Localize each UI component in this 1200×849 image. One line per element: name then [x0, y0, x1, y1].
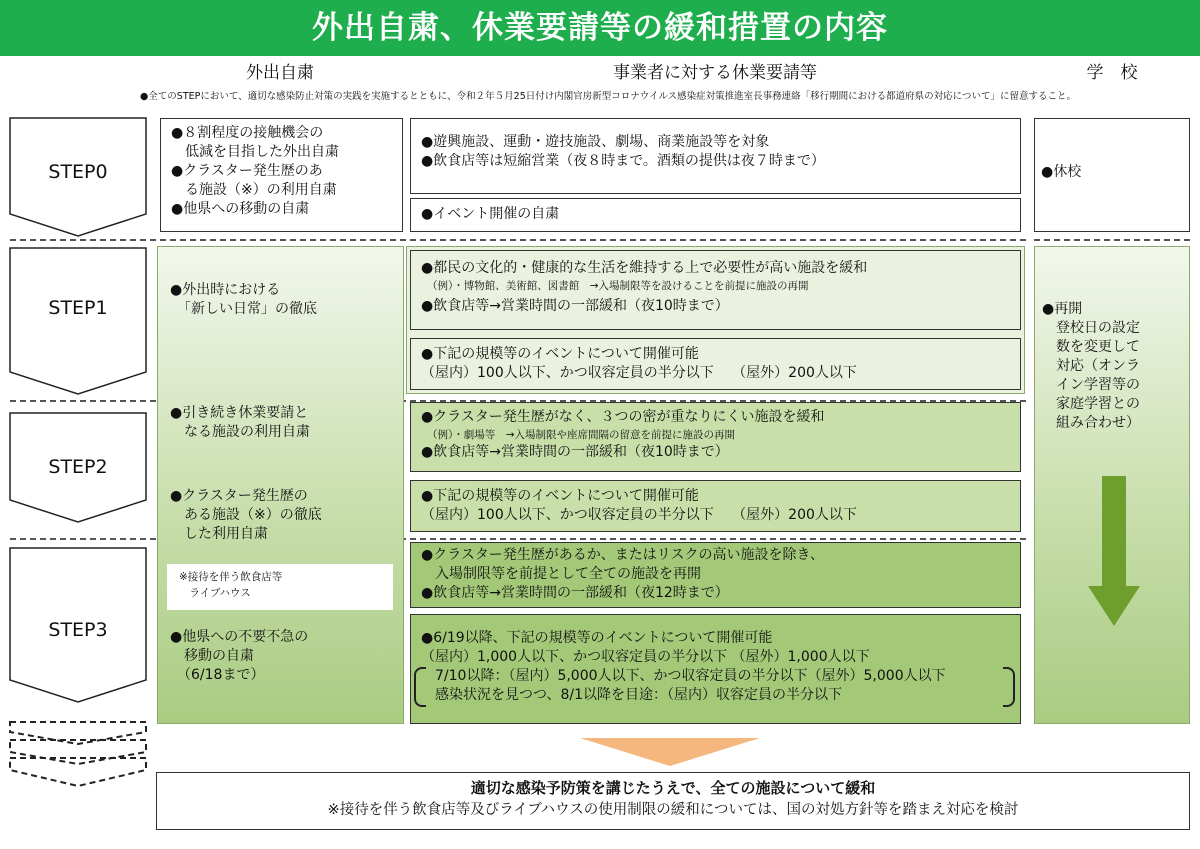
step2-label: STEP2 — [48, 456, 108, 478]
step-arrows — [0, 110, 160, 740]
header-school: 学 校 — [1086, 63, 1138, 83]
school-text: ●再開 登校日の設定 数を変更して 対応（オンラ イン学習等の 家庭学習との 組み合わせ） — [1042, 301, 1140, 431]
page-title: 外出自粛、休業要請等の緩和措置の内容 — [0, 0, 1200, 56]
outing-item-new-normal: ●外出時における 「新しい日常」の徹底 — [170, 282, 317, 317]
outing-item-cluster: ●クラスター発生歴の ある施設（※）の徹底 した利用自粛 — [170, 488, 322, 542]
bracket-right — [1003, 667, 1015, 707]
outing-item-prefecture: ●他県への不要不急の 移動の自粛 （6/18まで） — [170, 629, 309, 683]
step0-business-box: ●遊興施設、運動・遊技施設、劇場、商業施設等を対象 ●飲食店等は短縮営業（夜８時まで。酒類の提供は夜７時まで） — [410, 118, 1021, 194]
step2-business-box: ●クラスター発生歴がなく、３つの密が重なりにくい施設を緩和 （例）・劇場等 →入場制限や座席間隔の留意を前提に施設の再開 ●飲食店等→営業時間の一部緩和（夜10時まで） — [410, 402, 1021, 472]
step3-label: STEP3 — [48, 619, 108, 641]
step1-arrow — [10, 248, 146, 394]
final-box: 適切な感染予防策を講じたうえで、全ての施設について緩和 ※接待を伴う飲食店等及びライブハウスの使用制限の緩和については、国の対処方針等を踏まえ対応を検討 — [156, 772, 1190, 830]
step1-event-box: ●下記の規模等のイベントについて開催可能 （屋内）100人以下、かつ収容定員の半分以下 （屋外）200人以下 — [410, 338, 1021, 390]
step0-outing-box: ●８割程度の接触機会の 低減を目指した外出自粛 ●クラスター発生歴のあ る施設（※）の利用自粛 ●他県への移動の自粛 — [160, 118, 403, 232]
step2-event-box: ●下記の規模等のイベントについて開催可能 （屋内）100人以下、かつ収容定員の半分以下 （屋外）200人以下 — [410, 480, 1021, 532]
school-down-arrow-icon — [1080, 476, 1150, 628]
step0-label: STEP0 — [48, 161, 108, 183]
future-step-arrows — [0, 718, 160, 790]
header-outing: 外出自粛 — [246, 63, 314, 83]
outing-footnote-box: ※接待を伴う飲食店等 ライブハウス — [167, 564, 393, 610]
step0-event-box: ●イベント開催の自粛 — [410, 198, 1021, 232]
bracket-left — [414, 667, 426, 707]
note-text: ●全てのSTEPにおいて、適切な感染防止対策の実践を実施するとともに、令和２年５月25日付け内閣官房新型コロナウイルス感染症対策推進室長事務連絡「移行期間における都道府県の対応について」に留意すること。 — [140, 91, 1076, 102]
outing-item-business-closure: ●引き続き休業要請と なる施設の利用自粛 — [170, 405, 310, 440]
divider-1 — [10, 239, 1026, 241]
step3-business-box: ●クラスター発生歴があるか、またはリスクの高い施設を除き、 入場制限等を前提として全ての施設を再開 ●飲食店等→営業時間の一部緩和（夜12時まで） — [410, 542, 1021, 608]
header-business: 事業者に対する休業要請等 — [613, 63, 817, 83]
step3-event-box: ●6/19以降、下記の規模等のイベントについて開催可能 （屋内）1,000人以下、かつ収容定員の半分以下 （屋外）1,000人以下 7/10以降：（屋内）5,000人以下、かつ収容定員の半分以下（屋外）5,000人以下 感染状況を見つつ、8/1以降を目途：（屋内）収容定員の半分以下 — [410, 614, 1021, 724]
divider-1-school — [1034, 239, 1190, 241]
step1-label: STEP1 — [48, 297, 108, 319]
down-arrow-icon — [580, 738, 760, 770]
step1-business-box: ●都民の文化的・健康的な生活を維持する上で必要性が高い施設を緩和 （例）・博物館、美術館、図書館 →入場制限等を設けることを前提に施設の再開 ●飲食店等→営業時間の一部緩和（夜10時まで） — [410, 250, 1021, 330]
step0-school-box: ●休校 — [1034, 118, 1190, 232]
